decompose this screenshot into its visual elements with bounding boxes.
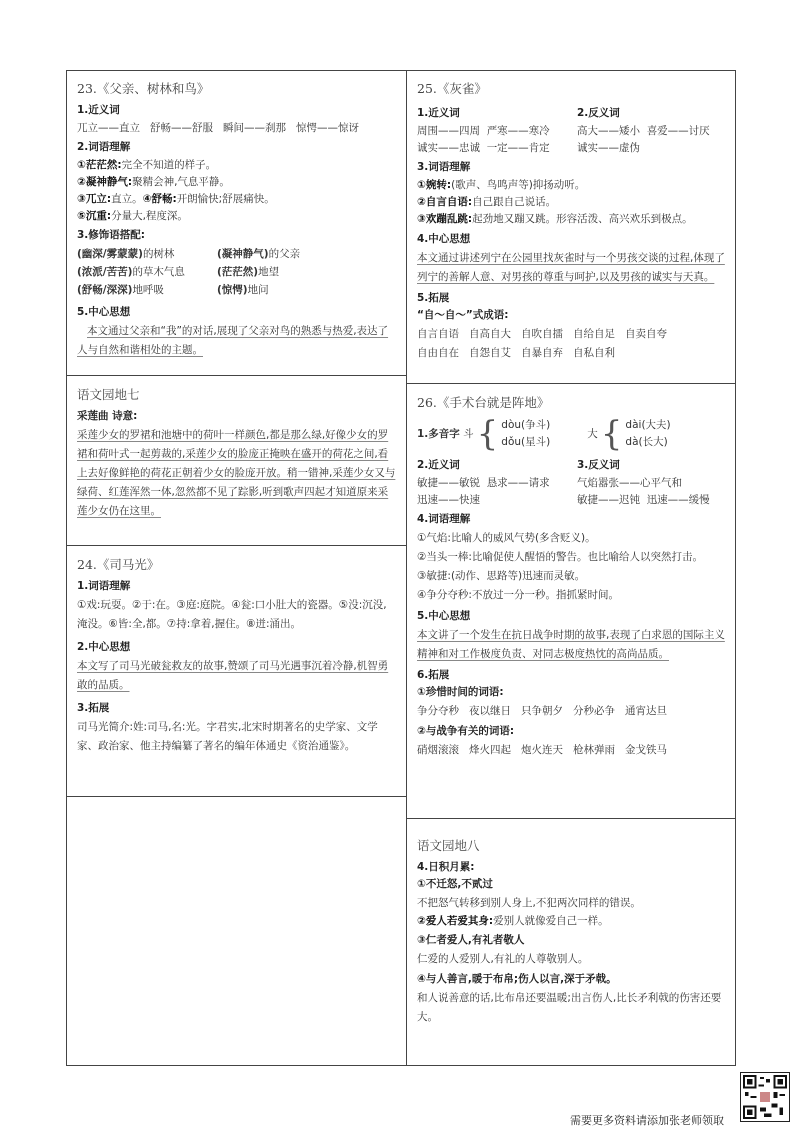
word: 争分夺秒 (417, 705, 459, 717)
meaning: 完全不知道的样子。 (121, 159, 217, 171)
main-idea-heading: 5.中心思想 (77, 306, 131, 318)
word: 硝烟滚滚 (417, 744, 459, 756)
synonyms-heading: 1.近义词 (77, 104, 120, 116)
synonym-pair: 恳求——请求 (486, 477, 550, 489)
synonyms-row (417, 140, 577, 157)
word-meaning-heading: 1.词语理解 (77, 580, 131, 592)
section-25 (406, 71, 736, 383)
term: ②凝神静气: (77, 176, 133, 188)
antonym-pair: 气焰嚣张——心平气和 (577, 477, 682, 489)
synonyms (417, 455, 577, 509)
section-26 (406, 385, 736, 818)
antonym-pair: 喜爱——讨厌 (646, 125, 710, 137)
brace-icon: { (476, 414, 499, 454)
term: ④舒畅: (142, 193, 177, 205)
term: ⑤沉重: (77, 210, 112, 222)
idiom: 自给自足 (573, 328, 615, 340)
word-meaning-heading: 2.词语理解 (77, 141, 131, 153)
synonym-pair: 严寒——寒冷 (486, 125, 550, 137)
meaning: 开朗愉快;舒展痛快。 (176, 193, 275, 205)
antonyms (577, 103, 710, 157)
word-meaning-text: ①戏:玩耍。②于:在。③庭:庭院。④瓮:口小肚大的瓷器。⑤没:沉没,淹没。⑥皆:全,都。⑦持:拿着,握住。⑧迸:涌出。 (77, 599, 387, 630)
poem-meaning-text: 采莲少女的罗裙和池塘中的荷叶一样颜色,都是那么绿,好像少女的罗裙和荷叶式一起剪裁的,采莲少女的脸庞正掩映在盛开的荷花之间,看上去好像鲜艳的荷花正朝着少女的脸庞开放。稍一错神,采莲少女又与绿荷、红莲浑然一体,忽然都不见了踪影,听到歌声四起才知道原来采莲少女仍在这里。 (77, 429, 396, 517)
modifier: (凝神静气) (217, 248, 269, 260)
divider (406, 818, 736, 819)
word-meaning-heading: 4.词语理解 (417, 513, 471, 525)
antonyms-row (577, 123, 710, 140)
term: ①婉转: (417, 179, 452, 191)
synonyms-row (417, 475, 577, 492)
modifier-heading: 3.修饰语搭配: (77, 229, 145, 241)
synonym-pair: 一定——肯定 (486, 142, 550, 154)
word: 枪林弹雨 (573, 744, 615, 756)
section-title: 24.《司马光》 (77, 557, 160, 572)
meaning: 直立。 (111, 193, 143, 205)
antonym-pair: 诚实——虚伪 (577, 142, 640, 154)
reading: dài(大夫) (625, 419, 671, 431)
modifier: (惊愕) (217, 284, 248, 296)
extension-heading: 5.拓展 (417, 292, 450, 304)
modified: 地望 (258, 266, 280, 278)
quote-meaning: 仁爱的人爱别人,有礼的人尊敬别人。 (417, 953, 589, 965)
antonyms-heading: 2.反义词 (577, 107, 620, 119)
modifier: (浓派/苦苦) (77, 266, 133, 278)
definition: ②当头一棒:比喻促使人醒悟的警告。也比喻给人以突然打击。 (417, 551, 703, 563)
quote: ③仁者爱人,有礼者敬人 (417, 934, 525, 946)
synonym-pair: 舒畅——舒服 (150, 122, 214, 134)
modified: 地问 (247, 284, 269, 296)
term: ①茫茫然: (77, 159, 122, 171)
meaning: (歌声、鸟鸣声等)抑扬动听。 (451, 179, 586, 191)
footer-note: 需要更多资料请添加张老师领取 (570, 1114, 724, 1127)
modifier: (幽深/雾蒙蒙) (77, 248, 143, 260)
word-list (417, 702, 726, 721)
synonyms-row (417, 123, 577, 140)
polyphone-char: 斗 (463, 427, 474, 440)
synonym-pair: 诚实——忠诚 (417, 142, 480, 154)
divider (66, 375, 407, 376)
antonym-pair: 迅速——缓慢 (646, 494, 710, 506)
word-list (417, 741, 726, 760)
extension-subheading: ①珍惜时间的词语: (417, 686, 504, 698)
section-title: 语文园地七 (77, 387, 140, 402)
idiom: 自怨自艾 (469, 347, 511, 359)
definition (77, 157, 397, 174)
reading: dà(长大) (625, 436, 668, 448)
antonyms-row (577, 475, 710, 492)
poem-meaning-heading: 采莲曲 诗意: (77, 410, 138, 422)
definition (77, 191, 397, 208)
meaning: 分量大,程度深。 (111, 210, 188, 222)
modifier-row (77, 281, 397, 299)
synonym-pair: 迅速——快速 (417, 494, 480, 506)
idiom-pattern: “自～自～”式成语: (417, 309, 509, 321)
readings (625, 417, 670, 451)
modifier: (茫茫然) (217, 266, 259, 278)
word-meaning-heading: 3.词语理解 (417, 161, 471, 173)
synonyms (417, 103, 577, 157)
word: 炮火连天 (521, 744, 563, 756)
idiom: 自高自大 (469, 328, 511, 340)
synonym-pair: 兀立——直立 (77, 122, 140, 134)
meaning: 起劲地又蹦又跳。形容活泼、高兴欢乐到极点。 (472, 213, 693, 225)
extension-heading: 6.拓展 (417, 669, 450, 681)
language-garden-7 (66, 377, 407, 545)
antonyms-row (577, 492, 710, 509)
synonym-pair: 惊愕——惊讶 (296, 122, 360, 134)
meaning: 聚精会神,气息平静。 (132, 176, 230, 188)
main-idea-heading: 2.中心思想 (77, 641, 131, 653)
divider (66, 545, 407, 546)
quote-meaning: 爱别人就像爱自己一样。 (493, 915, 609, 927)
definition (77, 208, 397, 225)
extension-subheading: ②与战争有关的词语: (417, 725, 515, 737)
idiom: 自吹自擂 (521, 328, 563, 340)
synonyms-row (417, 492, 577, 509)
definition (417, 211, 726, 228)
synonym-antonym-block (417, 103, 726, 157)
synonyms-row (77, 120, 397, 137)
term: ③欢蹦乱跳: (417, 213, 473, 225)
polyphone-block (417, 414, 726, 454)
brace-icon: { (600, 414, 623, 454)
synonym-pair: 敏捷——敏锐 (417, 477, 480, 489)
modifier-row (77, 263, 397, 281)
antonym-pair: 敏捷——迟钝 (577, 494, 640, 506)
polyphone-char: 大 (587, 427, 598, 440)
idiom-list (417, 325, 726, 344)
synonym-pair: 瞬间——刹那 (223, 122, 287, 134)
word: 只争朝夕 (521, 705, 563, 717)
readings (501, 417, 581, 451)
main-idea-heading: 5.中心思想 (417, 610, 471, 622)
extension-heading: 3.拓展 (77, 702, 110, 714)
quote: ②爱人若爱其身: (417, 915, 494, 927)
section-title: 23.《父亲、树林和鸟》 (77, 81, 210, 96)
main-idea-heading: 4.中心思想 (417, 233, 471, 245)
quote-meaning: 不把怒气转移到别人身上,不犯两次同样的错误。 (417, 897, 641, 909)
extension-text: 司马光简介:姓:司马,名:光。字君实,北宋时期著名的史学家、文学家、政治家、他主持编纂了著名的编年体通史《资治通鉴》。 (77, 721, 378, 752)
modified: 的父亲 (268, 248, 301, 260)
language-garden-8 (406, 820, 736, 1065)
idiom: 自言自语 (417, 328, 459, 340)
word: 夜以继日 (469, 705, 511, 717)
modified: 的树林 (142, 248, 175, 260)
main-idea-text: 本文通过讲述列宁在公园里找灰雀时与一个男孩交谈的过程,体现了列宁的善解人意、对男孩的尊重与呵护,以及男孩的诚实与天真。 (417, 252, 725, 283)
antonym-pair: 高大——矮小 (577, 125, 640, 137)
synonyms-heading: 1.近义词 (417, 107, 460, 119)
idiom: 自暴自弃 (521, 347, 563, 359)
main-idea-text: 本文通过父亲和“我”的对话,展现了父亲对鸟的熟悉与热爱,表达了人与自然和谐相处的主题。 (77, 325, 389, 356)
synonym-antonym-block (417, 455, 726, 509)
definition (417, 177, 726, 194)
idiom: 自卖自夸 (625, 328, 667, 340)
term: ③兀立: (77, 193, 112, 205)
definition: ①气焰:比喻人的威风气势(多含贬义)。 (417, 532, 596, 544)
section-title: 26.《手术台就是阵地》 (417, 395, 550, 410)
modifier-row (77, 245, 397, 263)
quote: ①不迁怒,不贰过 (417, 878, 493, 890)
main-idea-text: 本文写了司马光破瓮救友的故事,赞颂了司马光遇事沉着冷静,机智勇敢的品质。 (77, 660, 389, 691)
modified: 的草木气息 (132, 266, 185, 278)
section-title: 语文园地八 (417, 838, 480, 853)
word: 通宵达旦 (625, 705, 667, 717)
antonyms (577, 455, 710, 509)
antonyms-heading: 3.反义词 (577, 459, 620, 471)
idiom-list (417, 344, 726, 363)
definition: ④争分夺秒:不放过一分一秒。指抓紧时间。 (417, 589, 619, 601)
term: ②自言自语: (417, 196, 473, 208)
divider (406, 383, 736, 384)
synonyms-heading: 2.近义词 (417, 459, 460, 471)
word: 分秒必争 (573, 705, 615, 717)
modified: 地呼吸 (132, 284, 164, 296)
qr-code-icon (740, 1072, 790, 1122)
reading: dòu(争斗) (501, 419, 551, 431)
quote-meaning: 和人说善意的话,比布帛还要温暖;出言伤人,比长矛利戟的伤害还要大。 (417, 992, 722, 1023)
definition: ③敏捷:(动作、思路等)迅速而灵敏。 (417, 570, 586, 582)
divider (66, 796, 407, 797)
quote-inline (417, 913, 726, 930)
definition (77, 174, 397, 191)
idiom: 自私自利 (573, 347, 615, 359)
antonyms-row (577, 140, 710, 157)
main-idea-text: 本文讲了一个发生在抗日战争时期的故事,表现了白求恩的国际主义精神和对工作极度负责、对同志极度热忱的高尚品质。 (417, 629, 725, 660)
section-24 (66, 547, 407, 796)
idiom: 自由自在 (417, 347, 459, 359)
accumulation-heading: 4.日积月累: (417, 861, 475, 873)
modifier: (舒畅/深深) (77, 284, 133, 296)
reading: dǒu(星斗) (501, 436, 551, 448)
synonym-pair: 周围——四周 (417, 125, 480, 137)
meaning: 自己跟自己说话。 (472, 196, 557, 208)
section-title: 25.《灰雀》 (417, 81, 487, 96)
word: 烽火四起 (469, 744, 511, 756)
word: 金戈铁马 (625, 744, 667, 756)
section-23 (66, 71, 407, 375)
definition (417, 194, 726, 211)
polyphone-heading: 1.多音字 (417, 427, 460, 440)
quote: ④与人善言,暖于布帛;伤人以言,深于矛戟。 (417, 973, 617, 985)
